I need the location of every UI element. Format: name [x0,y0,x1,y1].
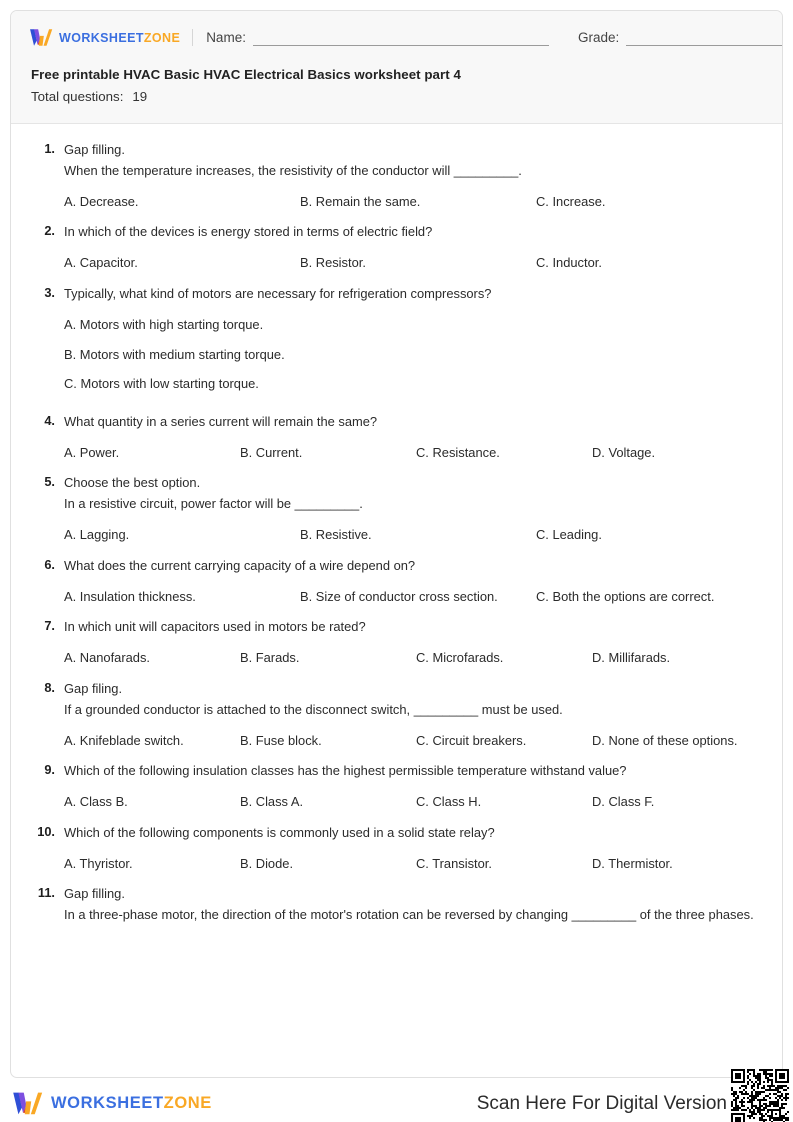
answer-option[interactable]: C. Leading. [536,527,602,543]
answer-option[interactable]: C. Both the options are correct. [536,588,715,604]
question-text-line: In which of the devices is energy stored in terms of electric field? [64,224,433,240]
name-field[interactable] [206,30,549,46]
question-body [55,284,762,395]
answer-options [64,854,762,875]
answer-option[interactable]: A. Lagging. [64,527,130,543]
question-item [31,140,762,212]
question-text-line: Which of the following insulation classes has the highest permissible temperature withstand value? [64,763,627,779]
question-text-line: Which of the following components is commonly used in a solid state relay? [64,824,495,840]
answer-options [64,315,762,395]
answer-option[interactable]: D. Class F. [592,794,655,810]
question-item [31,412,762,464]
question-head [31,222,762,274]
answer-option[interactable]: C. Motors with low starting torque. [64,376,259,392]
question-text-line: In a three-phase motor, the direction of the motor's rotation can be reversed by changing _________ of the three phases. [64,907,754,923]
answer-option[interactable]: C. Class H. [416,794,482,810]
question-number: 3. [44,285,55,300]
question-item [31,473,762,545]
question-item [31,284,762,395]
question-body [55,140,762,212]
answer-option[interactable]: B. Farads. [240,650,300,666]
scan-prompt-text: Scan Here For Digital Version [476,1092,727,1114]
question-text-line: What does the current carrying capacity of a wire depend on? [64,557,416,573]
page-footer [0,1085,793,1122]
brand-logo [29,28,180,47]
question-number: 1. [44,141,55,156]
question-text-line: In which unit will capacitors used in motors be rated? [64,619,366,635]
question-body [55,473,762,545]
grade-label: Grade: [577,29,620,45]
answer-options [64,648,762,669]
question-body [55,617,762,669]
worksheet-header [11,11,782,124]
question-item [31,761,762,813]
questions-list [11,124,782,946]
answer-option[interactable]: C. Transistor. [416,855,492,871]
answer-option[interactable]: C. Circuit breakers. [416,732,527,748]
question-item [31,556,762,608]
answer-option[interactable]: C. Inductor. [536,255,602,271]
question-number: 7. [44,618,55,634]
grade-field[interactable] [578,30,783,46]
question-item [31,222,762,274]
question-text-line: In a resistive circuit, power factor will be _________. [64,496,363,512]
question-body [55,823,762,875]
question-number: 2. [44,223,55,239]
answer-option[interactable]: A. Thyristor. [64,855,133,871]
question-number: 11. [37,885,55,901]
question-number: 8. [44,679,55,695]
question-text-line: When the temperature increases, the resistivity of the conductor will _________. [64,162,522,178]
answer-option[interactable]: C. Microfarads. [416,650,504,666]
answer-option[interactable]: D. None of these options. [592,732,738,748]
answer-options [64,253,762,274]
question-text-line: Gap filling. [64,142,125,157]
question-text-line: Typically, what kind of motors are necessary for refrigeration compressors? [64,286,492,301]
answer-option[interactable]: B. Resistor. [300,255,366,271]
brand-name-primary: WORKSHEET [59,30,144,45]
question-head [31,412,762,464]
answer-option[interactable]: A. Power. [64,444,120,460]
total-questions [31,87,764,106]
footer-brand-name-secondary: ZONE [163,1094,212,1112]
question-text-line: If a grounded conductor is attached to the disconnect switch, _________ must be used. [64,701,563,717]
answer-option[interactable]: A. Nanofarads. [64,650,150,666]
question-head [31,284,762,395]
answer-option[interactable]: B. Resistive. [300,527,372,543]
question-head [31,679,762,751]
answer-option[interactable]: C. Increase. [536,193,606,209]
answer-options [64,525,762,546]
answer-options [64,587,762,608]
question-head [31,617,762,669]
answer-option[interactable]: A. Decrease. [64,193,139,209]
answer-option[interactable]: B. Current. [240,444,303,460]
worksheet-zone-w-logo-icon [12,1091,43,1116]
footer-brand-logo [12,1091,212,1116]
brand-name-secondary: ZONE [143,30,181,45]
question-text-line: What quantity in a series current will remain the same? [64,413,378,429]
answer-option[interactable]: B. Remain the same. [300,193,421,209]
answer-options [64,731,762,752]
question-item [31,617,762,669]
footer-brand-name [51,1094,212,1113]
question-body [55,761,762,813]
answer-options [64,443,762,464]
answer-option[interactable]: A. Motors with high starting torque. [64,316,264,332]
qr-code-icon[interactable] [731,1069,789,1122]
question-number: 6. [44,556,55,572]
question-head [31,884,762,926]
question-text-line: Gap filing. [64,680,123,696]
answer-option[interactable]: C. Resistance. [416,444,500,460]
question-body [55,556,762,608]
question-number: 4. [44,412,55,428]
question-text-line: Gap filling. [64,886,125,902]
question-number: 10. [37,823,55,839]
answer-option[interactable]: D. Thermistor. [592,855,673,871]
answer-options [64,792,762,813]
answer-option[interactable]: A. Knifeblade switch. [64,732,184,748]
worksheet-zone-w-logo-icon [29,28,53,47]
name-input-line[interactable] [253,33,549,46]
question-body [55,679,762,751]
question-head [31,473,762,545]
question-head [31,140,762,212]
question-text-line: Choose the best option. [64,475,201,491]
question-item [31,823,762,875]
question-item [31,884,762,926]
question-body [55,222,762,274]
question-number: 5. [44,474,55,490]
answer-option[interactable]: D. Voltage. [592,444,656,460]
question-number: 9. [44,762,55,778]
question-head [31,761,762,813]
question-head [31,556,762,608]
question-body [55,884,762,926]
answer-option[interactable]: A. Capacitor. [64,255,138,271]
header-meta [11,51,782,107]
answer-option[interactable]: B. Diode. [240,855,294,871]
answer-option[interactable]: D. Millifarads. [592,650,671,666]
question-body [55,412,762,464]
answer-option[interactable]: B. Size of conductor cross section. [300,588,498,604]
question-item [31,679,762,751]
total-questions-label: Total questions: [31,89,124,105]
total-questions-value: 19 [132,89,148,105]
brand-name [59,31,180,45]
grade-input-line[interactable] [626,33,783,46]
question-head [31,823,762,875]
answer-option[interactable]: B. Fuse block. [240,732,322,748]
worksheet-card [10,10,783,1078]
header-divider [192,29,193,46]
answer-option[interactable]: A. Insulation thickness. [64,588,196,604]
answer-option[interactable]: B. Motors with medium starting torque. [64,346,285,362]
header-top-row [11,11,782,51]
answer-options [64,192,762,213]
name-label: Name: [206,29,246,45]
answer-option[interactable]: B. Class A. [240,794,304,810]
worksheet-title: Free printable HVAC Basic HVAC Electrical Basics worksheet part 4 [31,67,461,82]
footer-brand-name-primary: WORKSHEET [51,1094,164,1112]
answer-option[interactable]: A. Class B. [64,794,128,810]
